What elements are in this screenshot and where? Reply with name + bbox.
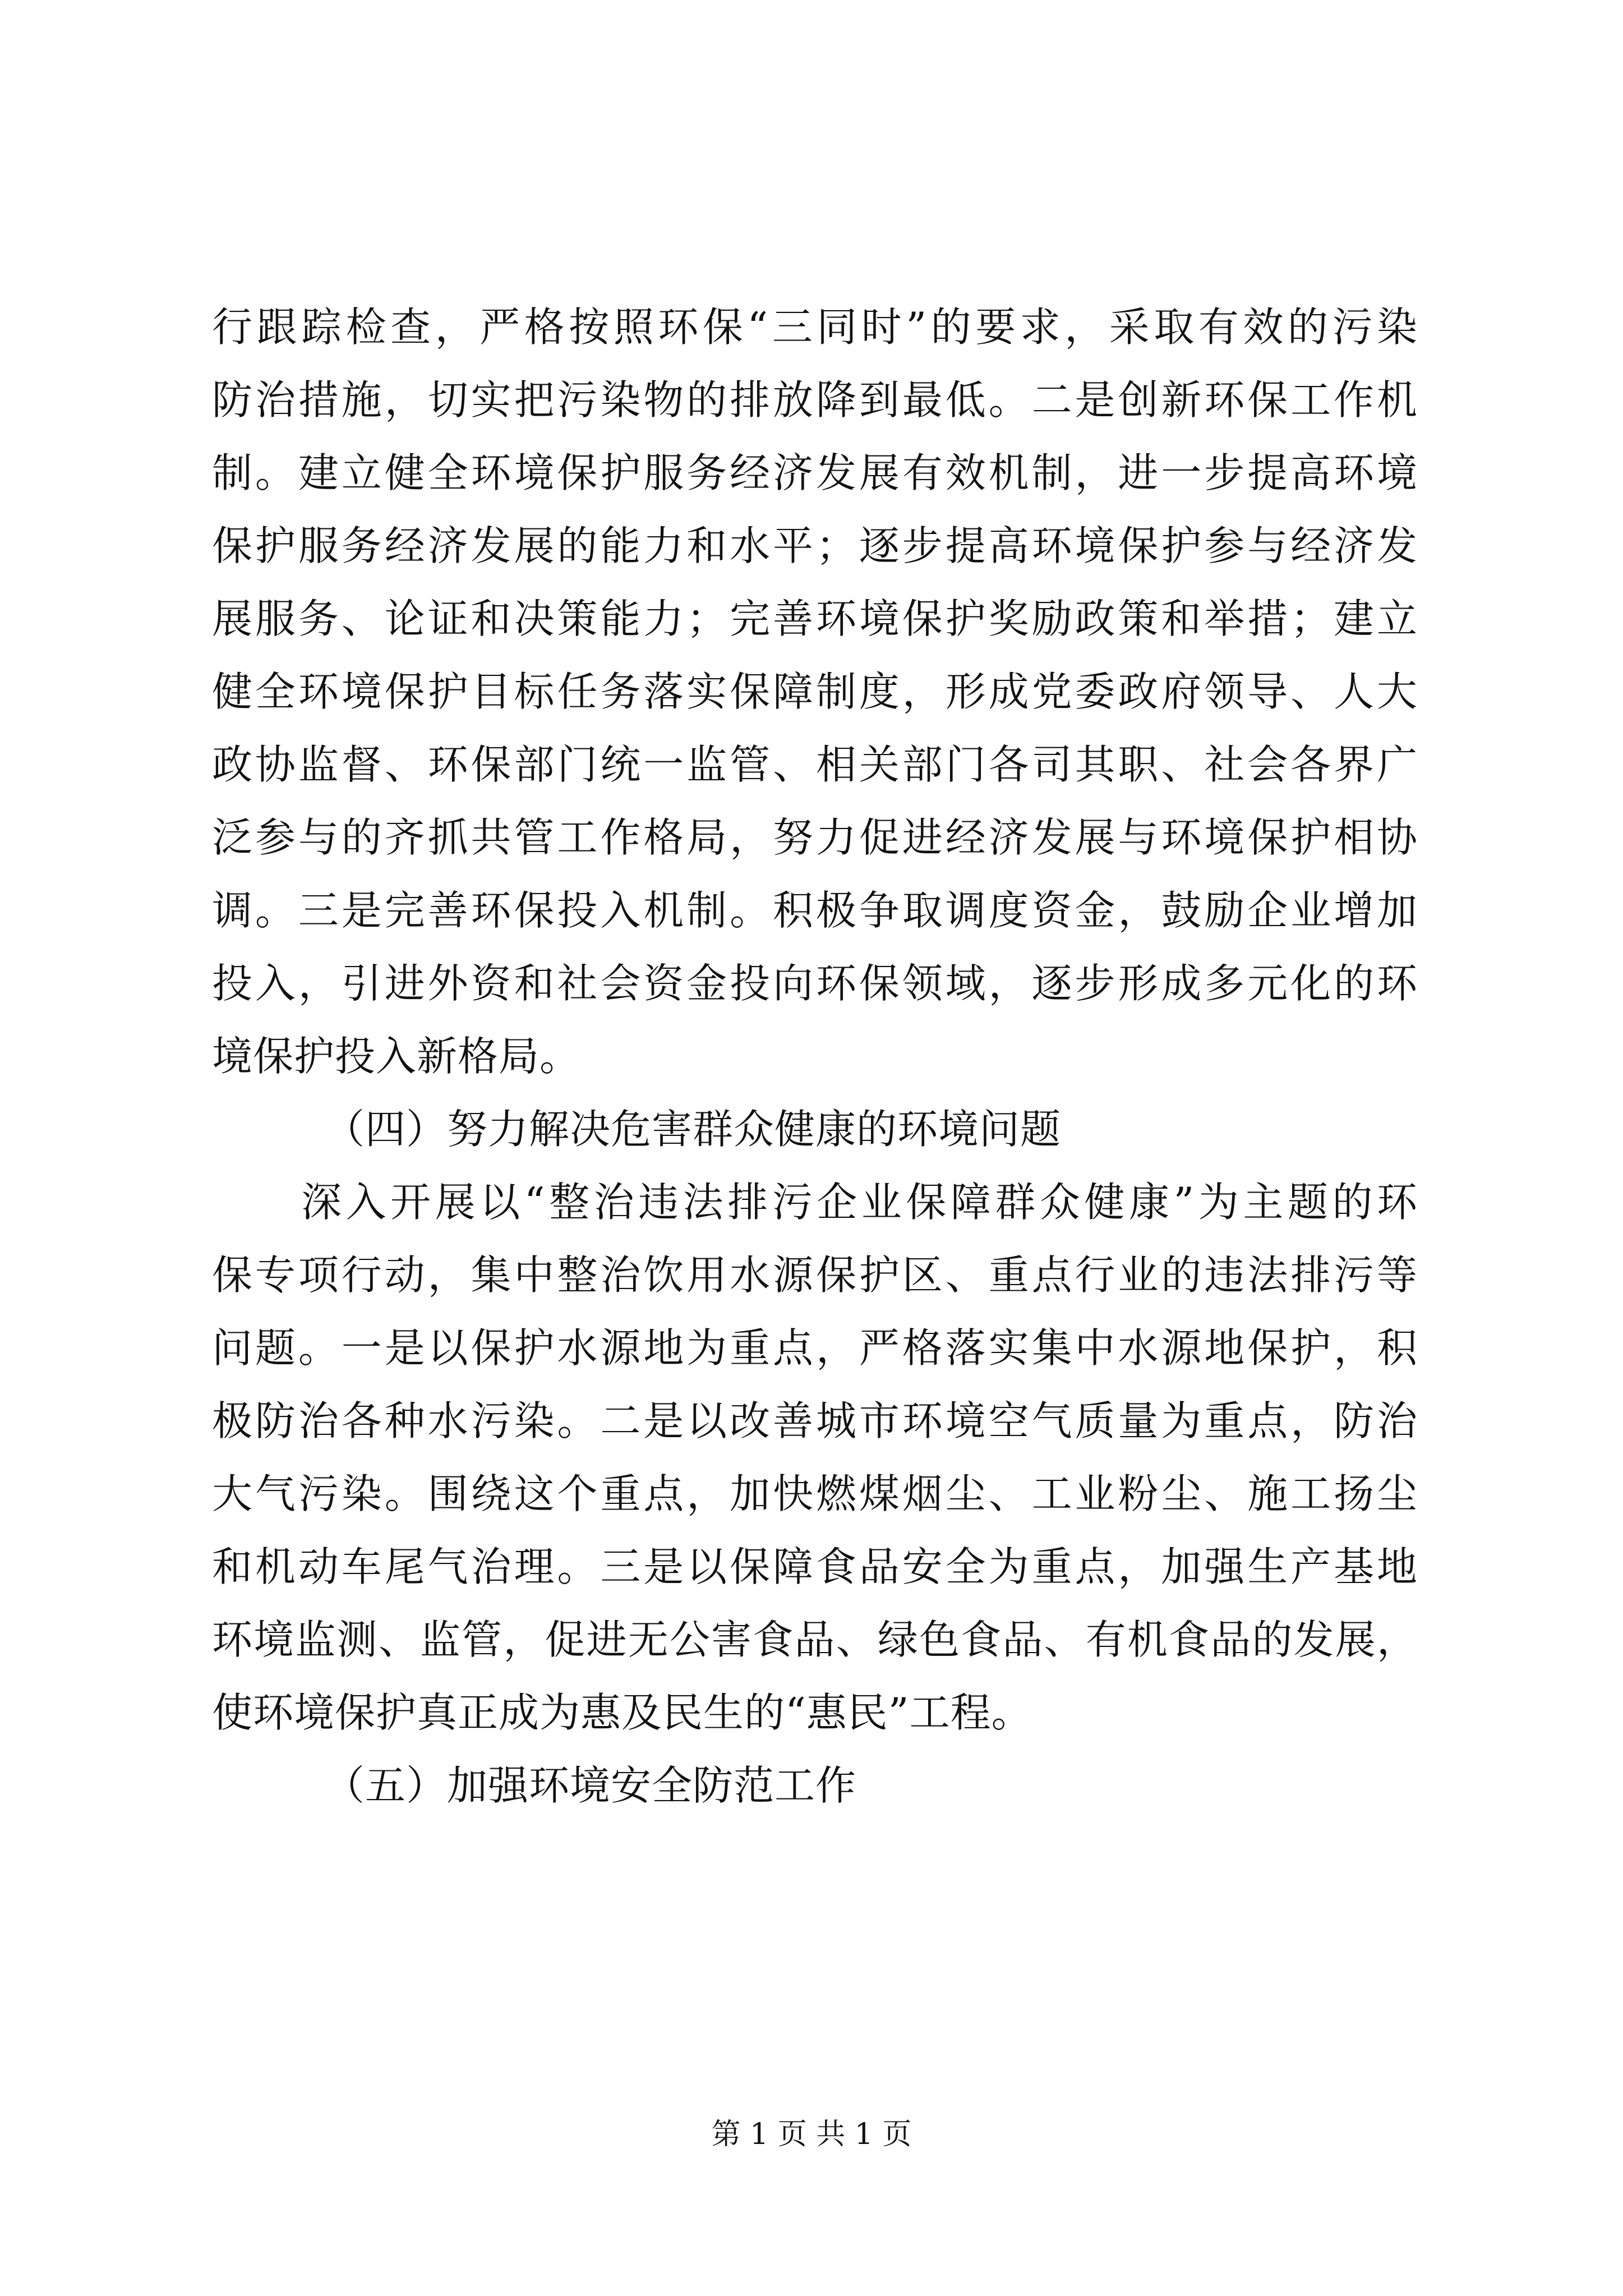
paragraph-1-line-9: 调。三是完善环保投入机制。积极争取调度资金，鼓励企业增加 — [212, 887, 1418, 934]
paragraph-1-line-4: 保护服务经济发展的能力和水平；逐步提高环境保护参与经济发 — [212, 522, 1418, 569]
paragraph-2-line-5: 大气污染。围绕这个重点，加快燃煤烟尘、工业粉尘、施工扬尘 — [212, 1470, 1418, 1517]
page-number-footer: 第 1 页 共 1 页 — [711, 2118, 912, 2151]
paragraph-2-line-6: 和机动车尾气治理。三是以保障食品安全为重点，加强生产基地 — [212, 1543, 1418, 1590]
paragraph-1-line-2: 防治措施，切实把污染物的排放降到最低。二是创新环保工作机 — [212, 376, 1418, 424]
paragraph-1-line-10: 投入，引进外资和社会资金投向环保领域，逐步形成多元化的环 — [212, 960, 1418, 1007]
paragraph-1-line-11: 境保护投入新格局。 — [212, 1033, 581, 1080]
paragraph-1-line-3: 制。建立健全环境保护服务经济发展有效机制，进一步提高环境 — [212, 449, 1418, 496]
paragraph-2-line-4: 极防治各种水污染。二是以改善城市环境空气质量为重点，防治 — [212, 1397, 1418, 1444]
paragraph-1-line-5: 展服务、论证和决策能力；完善环境保护奖励政策和举措；建立 — [212, 595, 1418, 642]
paragraph-2-line-7: 环境监测、监管，促进无公害食品、绿色食品、有机食品的发展， — [212, 1616, 1418, 1663]
section-heading-4: （四）努力解决危害群众健康的环境问题 — [324, 1106, 1062, 1153]
paragraph-1-line-6: 健全环境保护目标任务落实保障制度，形成党委政府领导、人大 — [212, 668, 1418, 715]
paragraph-1-line-1: 行跟踪检查，严格按照环保“三同时”的要求，采取有效的污染 — [212, 303, 1418, 351]
paragraph-2-line-1: 深入开展以“整治违法排污企业保障群众健康”为主题的环 — [212, 1179, 1418, 1226]
paragraph-1-line-7: 政协监督、环保部门统一监管、相关部门各司其职、社会各界广 — [212, 741, 1418, 788]
paragraph-2-line-2: 保专项行动，集中整治饮用水源保护区、重点行业的违法排污等 — [212, 1251, 1418, 1299]
paragraph-2-line-8: 使环境保护真正成为惠及民生的“惠民”工程。 — [212, 1689, 1032, 1736]
paragraph-2-line-3: 问题。一是以保护水源地为重点，严格落实集中水源地保护，积 — [212, 1324, 1418, 1372]
paragraph-1-line-8: 泛参与的齐抓共管工作格局，努力促进经济发展与环境保护相协 — [212, 814, 1418, 861]
section-heading-5: （五）加强环境安全防范工作 — [324, 1762, 857, 1809]
